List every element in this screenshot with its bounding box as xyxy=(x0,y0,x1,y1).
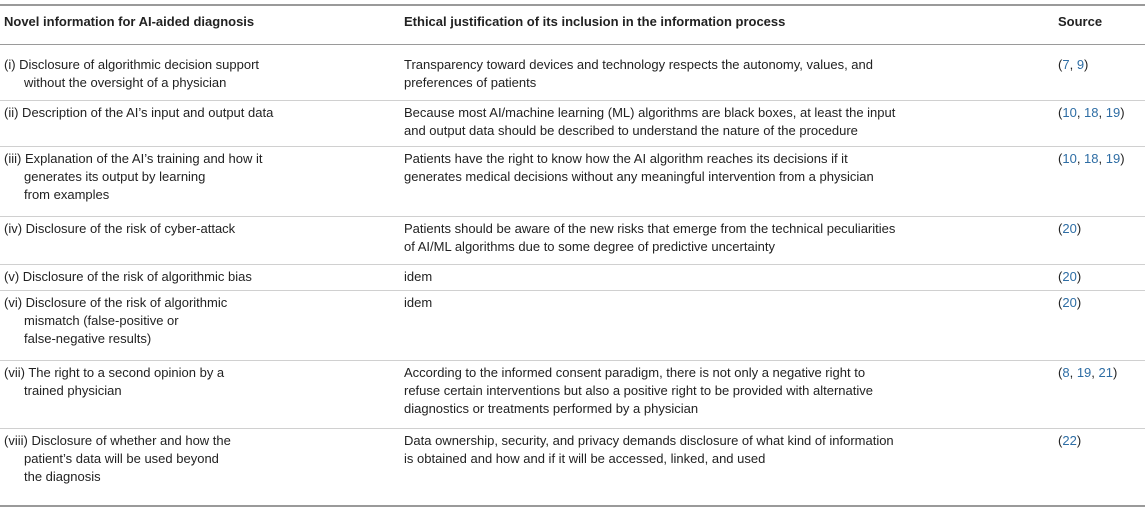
row-info-text: The right to a second opinion by a xyxy=(24,365,225,380)
row-justification-line: refuse certain interventions but also a positive right to be provided with alternative xyxy=(404,383,873,398)
source-open-paren: ( xyxy=(1058,295,1063,310)
reference-link[interactable]: 10 xyxy=(1062,151,1077,166)
reference-link[interactable]: 20 xyxy=(1062,269,1077,284)
row-info-text: Disclosure of the risk of algorithmic xyxy=(22,295,228,310)
row-justification-line: of AI/ML algorithms due to some degree of predictive uncertainty xyxy=(404,239,775,254)
header-rule xyxy=(0,44,1145,45)
source-close-paren: ) xyxy=(1076,269,1082,284)
row-justification-line: Patients have the right to know how the AI algorithm reaches its decisions if it xyxy=(404,151,848,166)
row-source xyxy=(1058,220,1143,238)
reference-link[interactable]: 20 xyxy=(1062,295,1077,310)
reference-link[interactable]: 19 xyxy=(1105,151,1121,166)
row-number: (ii) xyxy=(4,105,19,120)
row-number: (v) xyxy=(4,269,20,284)
row-source xyxy=(1058,268,1143,286)
source-close-paren: ) xyxy=(1120,105,1125,120)
row-justification-line: preferences of patients xyxy=(404,75,537,90)
row-number: (vi) xyxy=(4,295,23,310)
row-info xyxy=(4,364,334,400)
reference-link[interactable]: 20 xyxy=(1062,221,1077,236)
row-justification-line: idem xyxy=(404,269,433,284)
row-divider xyxy=(0,290,1145,291)
row-justification xyxy=(404,104,1004,140)
row-source: (7, 9) xyxy=(1058,57,1089,72)
row-number: (viii) xyxy=(4,433,28,448)
row-justification xyxy=(404,220,1004,256)
header-novel-information: Novel information for AI-aided diagnosis xyxy=(4,14,255,29)
reference-link[interactable]: 8 xyxy=(1062,365,1070,380)
row-info xyxy=(4,432,334,486)
row-info-first-line xyxy=(4,150,334,168)
row-divider xyxy=(0,360,1145,361)
row-info-text: Disclosure of algorithmic decision support xyxy=(15,57,260,72)
row-justification-line: Because most AI/machine learning (ML) algorithms are black boxes, at least the input xyxy=(404,105,896,120)
row-justification-line: idem xyxy=(404,295,433,310)
row-info xyxy=(4,220,334,238)
row-info xyxy=(4,56,334,92)
row-source xyxy=(1058,432,1143,450)
row-justification xyxy=(404,364,1004,418)
row-number: (i) xyxy=(4,57,16,72)
row-source: (10, 18, 19) xyxy=(1058,105,1125,120)
row-justification-line: and output data should be described to understand the nature of the procedure xyxy=(404,123,858,138)
row-number: (vii) xyxy=(4,365,25,380)
row-justification-line: According to the informed consent paradigm, there is not only a negative right to xyxy=(404,365,866,380)
row-info-text: Explanation of the AI’s training and how it xyxy=(21,151,263,166)
source-open-paren: ( xyxy=(1058,269,1063,284)
table-bottom-rule xyxy=(0,505,1145,507)
header-source: Source xyxy=(1058,14,1103,29)
row-info xyxy=(4,268,334,286)
source-open-paren: ( xyxy=(1058,365,1063,380)
source-close-paren: ) xyxy=(1112,365,1118,380)
row-info-text: Disclosure of whether and how the xyxy=(27,433,231,448)
row-justification xyxy=(404,294,1004,312)
source-open-paren: ( xyxy=(1058,221,1063,236)
row-info-first-line xyxy=(4,294,334,312)
row-justification-line: diagnostics or treatments performed by a physician xyxy=(404,401,699,416)
row-info-line: false-negative results) xyxy=(24,331,152,346)
row-justification-line: Transparency toward devices and technology respects the autonomy, values, and xyxy=(404,57,873,72)
row-justification-line: Data ownership, security, and privacy demands disclosure of what kind of information xyxy=(404,433,894,448)
row-info-first-line xyxy=(4,268,334,286)
reference-link[interactable]: 18 xyxy=(1084,151,1099,166)
row-info-first-line xyxy=(4,364,334,382)
row-source: (10, 18, 19) xyxy=(1058,151,1125,166)
row-info-line: from examples xyxy=(24,187,110,202)
table-top-rule xyxy=(0,4,1145,6)
reference-link[interactable]: 21 xyxy=(1098,365,1113,380)
row-divider xyxy=(0,146,1145,147)
row-divider xyxy=(0,216,1145,217)
reference-link[interactable]: 10 xyxy=(1062,105,1077,120)
row-source: (8, 19, 21) xyxy=(1058,365,1118,380)
row-justification xyxy=(404,150,1004,186)
row-justification xyxy=(404,432,1004,468)
row-justification-line: generates medical decisions without any meaningful intervention from a physician xyxy=(404,169,874,184)
row-number: (iv) xyxy=(4,221,23,236)
row-divider xyxy=(0,264,1145,265)
row-info-first-line xyxy=(4,56,334,74)
row-info-line: trained physician xyxy=(24,383,122,398)
row-info-text: Disclosure of the risk of cyber-attack xyxy=(22,221,236,236)
source-open-paren: ( xyxy=(1058,151,1063,166)
row-number: (iii) xyxy=(4,151,22,166)
row-justification xyxy=(404,268,1004,286)
row-justification xyxy=(404,56,1004,92)
reference-link[interactable]: 7 xyxy=(1062,57,1070,72)
row-info-line: patient’s data will be used beyond xyxy=(24,451,219,466)
row-divider xyxy=(0,100,1145,101)
header-ethical-justification: Ethical justification of its inclusion in the information process xyxy=(404,14,786,29)
source-close-paren: ) xyxy=(1120,151,1125,166)
row-info-first-line xyxy=(4,220,334,238)
row-info-line: the diagnosis xyxy=(24,469,101,484)
row-info xyxy=(4,104,334,122)
row-justification-line: Patients should be aware of the new risks that emerge from the technical peculiarities xyxy=(404,221,896,236)
reference-link[interactable]: 18 xyxy=(1084,105,1099,120)
row-justification-line: is obtained and how and if it will be accessed, linked, and used xyxy=(404,451,766,466)
source-open-paren: ( xyxy=(1058,57,1063,72)
reference-link[interactable]: 9 xyxy=(1076,57,1085,72)
source-close-paren: ) xyxy=(1076,221,1082,236)
row-info-first-line xyxy=(4,104,334,122)
row-info-text: Description of the AI’s input and output data xyxy=(18,105,274,120)
row-info-text: Disclosure of the risk of algorithmic bias xyxy=(19,269,252,284)
source-open-paren: ( xyxy=(1058,433,1063,448)
row-source xyxy=(1058,294,1143,312)
row-info-line: generates its output by learning xyxy=(24,169,206,184)
source-open-paren: ( xyxy=(1058,105,1063,120)
row-info xyxy=(4,294,334,348)
row-divider xyxy=(0,428,1145,429)
row-info-first-line xyxy=(4,432,334,450)
reference-link[interactable]: 19 xyxy=(1105,105,1121,120)
row-info xyxy=(4,150,334,204)
row-info-line: mismatch (false-positive or xyxy=(24,313,179,328)
row-info-line: without the oversight of a physician xyxy=(24,75,227,90)
source-close-paren: ) xyxy=(1084,57,1089,72)
reference-link[interactable]: 22 xyxy=(1062,433,1077,448)
source-close-paren: ) xyxy=(1076,295,1082,310)
source-close-paren: ) xyxy=(1076,433,1082,448)
reference-link[interactable]: 19 xyxy=(1076,365,1092,380)
